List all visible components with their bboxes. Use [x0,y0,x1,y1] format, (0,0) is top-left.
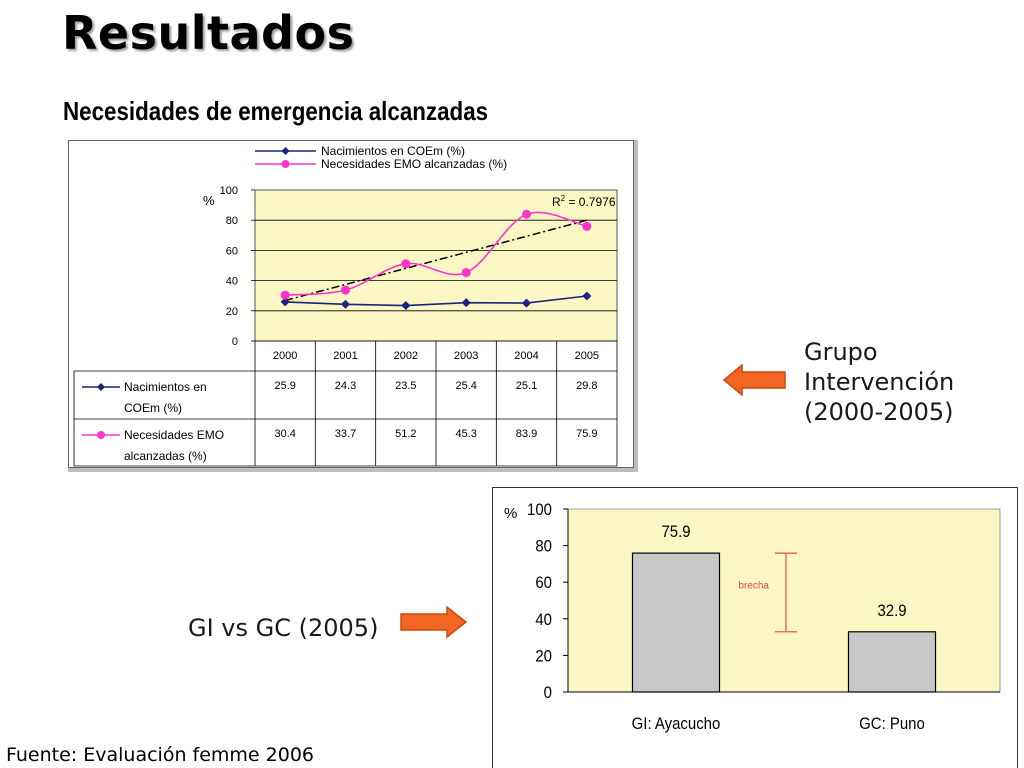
trendline-r2-label: $R^2 = 0.7976$ [552,194,616,209]
data-point-necesidades [582,222,591,231]
y-tick-label: 20 [225,305,238,318]
table-row-label: Necesidades EMO [124,428,225,442]
table-cell-value: 25.4 [455,380,477,392]
annotation-line-2: Intervención [804,368,955,396]
x-tick-label: GI: Ayacucho [631,715,721,734]
y-tick-label: 0 [543,684,552,703]
x-tick-label: 2002 [393,350,419,362]
source-footer: Fuente: Evaluación femme 2006 [6,744,315,766]
y-tick-label: 100 [219,185,238,197]
y-tick-label: 100 [527,501,552,520]
slide-subtitle: Necesidades de emergencia alcanzadas [63,96,489,126]
y-tick-label: 0 [231,336,238,348]
x-tick-label: 2005 [574,350,600,362]
table-cell-value: 23.5 [395,380,417,392]
table-cell-value: 45.3 [455,428,477,440]
data-point-necesidades [341,286,350,295]
data-point-necesidades [462,268,471,277]
table-cell-value: 83.9 [515,428,538,440]
table-row-label: alcanzadas (%) [124,449,207,463]
data-point-necesidades [522,210,531,219]
table-cell-value: 51.2 [395,428,417,440]
table-row-label: COEm (%) [124,401,182,415]
table-cell-value: 33.7 [334,428,357,440]
bar [849,632,936,692]
arrow-right-icon [399,605,469,639]
bar-value-label: 75.9 [661,523,691,542]
bar-value-label: 32.9 [877,601,907,621]
table-cell-value: 75.9 [576,428,598,440]
annotation-line-3: (2000-2005) [804,398,954,426]
line-y-axis-label: % [203,193,215,208]
grupo-intervencion-label [804,337,954,427]
line-chart [68,140,638,472]
data-point-necesidades [401,259,410,268]
x-tick-label: 2001 [333,350,358,362]
slide-title: Resultados [62,6,355,60]
arrow-left-icon [722,363,788,397]
table-legend-marker [97,431,105,439]
table-cell-value: 25.1 [515,380,538,392]
y-tick-label: 80 [535,537,552,556]
data-point-necesidades [281,291,290,300]
y-tick-label: 60 [535,574,552,593]
y-tick-label: 20 [535,647,552,666]
y-tick-label: 40 [225,275,238,288]
x-tick-label: 2003 [453,350,479,362]
y-tick-label: 60 [225,245,238,258]
table-row-label: Nacimientos en [124,380,207,394]
bar [633,553,720,692]
legend-label-necesidades: Necesidades EMO alcanzadas (%) [321,157,508,171]
y-tick-label: 80 [225,215,238,228]
legend-label-nacimientos: Nacimientos en COEm (%) [321,144,466,158]
table-cell-value: 30.4 [274,428,296,440]
annotation-line-1: Grupo [804,338,878,366]
table-cell-value: 29.8 [576,380,598,392]
brecha-label: brecha [738,580,769,592]
y-tick-label: 40 [535,610,552,630]
x-tick-label: 2004 [514,350,539,362]
x-tick-label: 2000 [272,350,298,362]
x-tick-label: GC: Puno [859,715,925,734]
table-cell-value: 24.3 [334,380,357,392]
bar-chart [492,487,1018,768]
bar-y-axis-label: % [504,505,518,522]
line-plot-area [255,190,617,341]
gi-vs-gc-label: GI vs GC (2005) [188,614,379,642]
table-cell-value: 25.9 [274,380,296,392]
